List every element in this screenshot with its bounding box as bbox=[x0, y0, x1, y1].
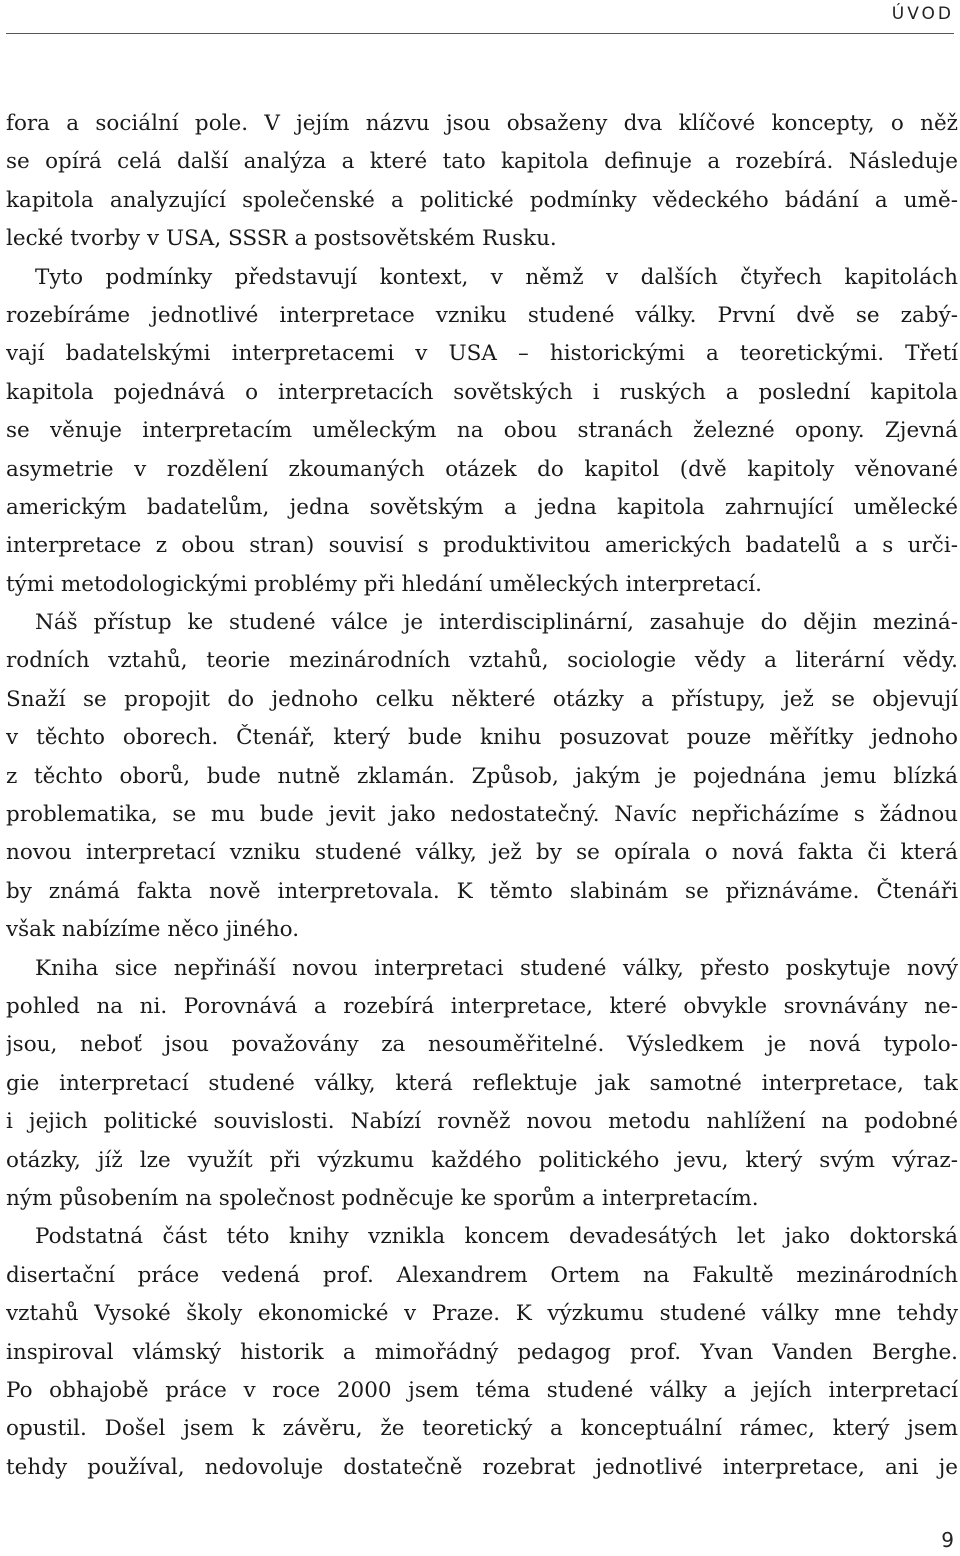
paragraph bbox=[6, 105, 958, 259]
text-line: novou interpretací vzniku studené války, jež by se opírala o nová fakta či která bbox=[6, 840, 958, 866]
text-line: opustil. Došel jsem k závěru, že teoretický a konceptuální rámec, který jsem bbox=[6, 1416, 958, 1442]
text-line: rozebíráme jednotlivé interpretace vzniku studené války. První dvě se zabý- bbox=[6, 302, 958, 328]
text-line: v těchto oborech. Čtenář, který bude knihu posuzovat pouze měřítky jednoho bbox=[6, 725, 958, 751]
text-line: jsou, neboť jsou považovány za nesouměřitelné. Výsledkem je nová typolo- bbox=[6, 1032, 958, 1058]
text-line: lecké tvorby v USA, SSSR a postsovětském Rusku. bbox=[6, 226, 557, 252]
text-line: rodních vztahů, teorie mezinárodních vztahů, sociologie vědy a literární vědy. bbox=[6, 648, 958, 674]
text-line: americkým badatelům, jedna sovětským a jedna kapitola zahrnující umělecké bbox=[6, 494, 958, 520]
paragraph bbox=[6, 950, 958, 1219]
text-line: problematika, se mu bude jevit jako nedostatečný. Navíc nepřicházíme s žádnou bbox=[6, 802, 958, 828]
text-line: Po obhajobě práce v roce 2000 jsem téma studené války a jejích interpretací bbox=[6, 1377, 958, 1403]
text-line: otázky, jíž lze využít při výzkumu každého politického jevu, který svým výraz- bbox=[6, 1147, 958, 1173]
text-line: Snaží se propojit do jednoho celku některé otázky a přístupy, jež se objevují bbox=[6, 686, 958, 712]
text-line: interpretace z obou stran) souvisí s produktivitou amerických badatelů a s urči- bbox=[6, 533, 958, 559]
text-line: kapitola analyzující společenské a politické podmínky vědeckého bádání a umě- bbox=[6, 187, 958, 213]
text-line: se věnuje interpretacím uměleckým na obou stranách železné opony. Zjevná bbox=[6, 418, 958, 444]
text-line: i jejich politické souvislosti. Nabízí rovněž novou metodu nahlížení na podobné bbox=[6, 1109, 958, 1135]
running-header-title: ÚVOD bbox=[891, 4, 954, 24]
text-line: pohled na ni. Porovnává a rozebírá interpretace, které obvykle srovnávány ne- bbox=[6, 993, 958, 1019]
text-line: vztahů Vysoké školy ekonomické v Praze. K výzkumu studené války mne tehdy bbox=[6, 1301, 958, 1327]
text-line: tehdy používal, nedovoluje dostatečně rozebrat jednotlivé interpretace, ani je bbox=[6, 1454, 958, 1480]
text-line: vají badatelskými interpretacemi v USA – historickými a teoretickými. Třetí bbox=[6, 341, 958, 367]
text-line: tými metodologickými problémy při hledání uměleckých interpretací. bbox=[6, 571, 762, 597]
paragraph bbox=[6, 259, 958, 605]
text-line: disertační práce vedená prof. Alexandrem Ortem na Fakultě mezinárodních bbox=[6, 1262, 958, 1288]
paragraph bbox=[6, 604, 958, 950]
text-line: by známá fakta nově interpretovala. K těmto slabinám se přiznáváme. Čtenáři bbox=[6, 878, 958, 904]
text-line: Tyto podmínky představují kontext, v němž v dalších čtyřech kapitolách bbox=[35, 264, 958, 290]
text-line: z těchto oborů, bude nutně zklamán. Způsob, jakým je pojednána jemu blízká bbox=[6, 763, 958, 789]
paragraph bbox=[6, 1218, 958, 1487]
text-line: asymetrie v rozdělení zkoumaných otázek do kapitol (dvě kapitoly věnované bbox=[6, 456, 958, 482]
header-rule bbox=[6, 33, 954, 34]
text-line: gie interpretací studené války, která reflektuje jak samotné interpretace, tak bbox=[6, 1070, 958, 1096]
text-line: kapitola pojednává o interpretacích sovětských i ruských a poslední kapitola bbox=[6, 379, 958, 405]
text-line: fora a sociální pole. V jejím názvu jsou obsaženy dva klíčové koncepty, o něž bbox=[6, 111, 958, 136]
text-line: Kniha sice nepřináší novou interpretaci studené války, přesto poskytuje nový bbox=[35, 955, 958, 981]
text-line: se opírá celá další analýza a které tato kapitola definuje a rozebírá. Následuje bbox=[6, 149, 958, 175]
body-text bbox=[6, 105, 958, 1487]
text-line: však nabízíme něco jiného. bbox=[6, 917, 300, 943]
text-line: ným působením na společnost podněcuje ke sporům a interpretacím. bbox=[6, 1185, 759, 1211]
text-line: Náš přístup ke studené válce je interdisciplinární, zasahuje do dějin meziná- bbox=[35, 610, 958, 636]
text-line: inspiroval vlámský historik a mimořádný pedagog prof. Yvan Vanden Berghe. bbox=[6, 1339, 958, 1365]
page-number: 9 bbox=[941, 1528, 954, 1552]
text-line: Podstatná část této knihy vznikla koncem devadesátých let jako doktorská bbox=[35, 1224, 958, 1250]
